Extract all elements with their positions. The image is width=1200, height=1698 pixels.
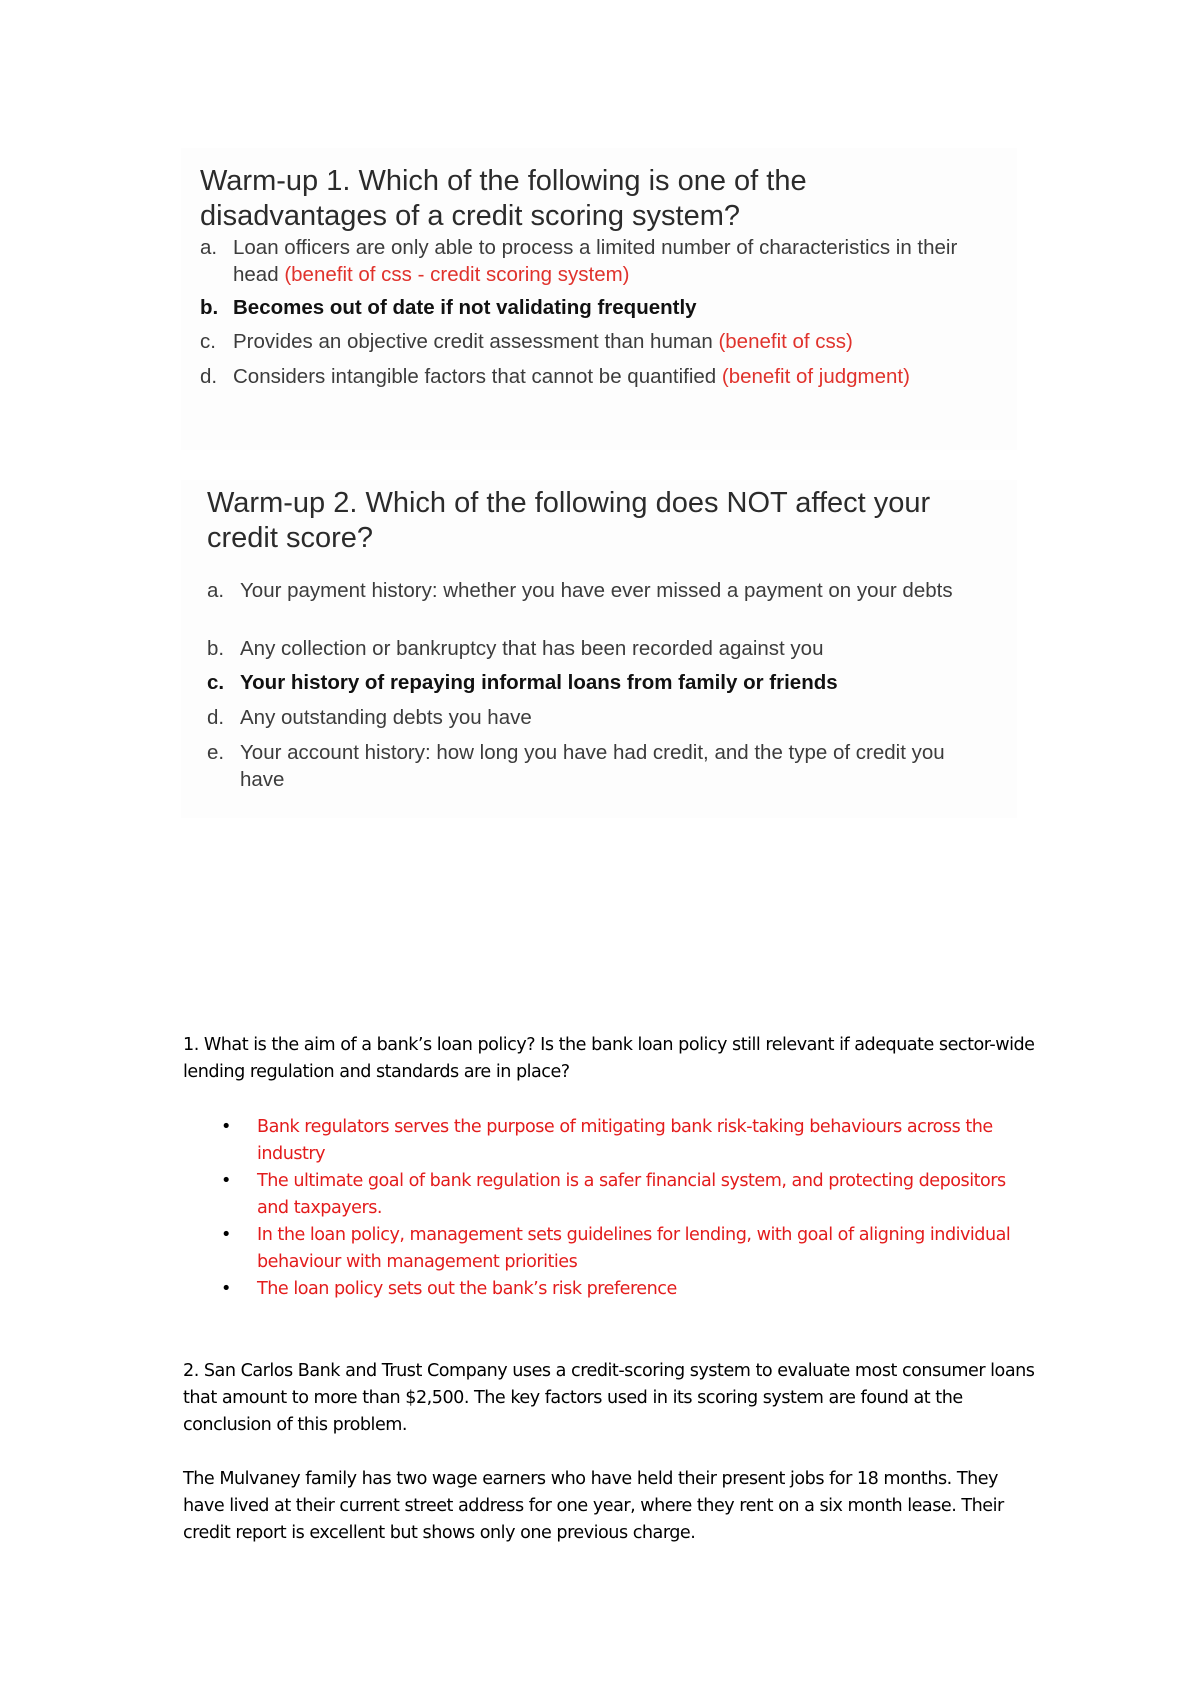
option-body: Loan officers are only able to process a limited number of characteristics in their head <box>233 236 958 286</box>
option-body: Considers intangible factors that cannot be quantified <box>233 365 717 388</box>
option-annotation: (benefit of css - credit scoring system) <box>284 263 630 286</box>
option-text: Your payment history: whether you have ever missed a payment on your debts <box>240 579 953 602</box>
option-letter: a. <box>207 579 225 602</box>
answer-item <box>183 1222 1023 1276</box>
option-letter: a. <box>200 236 218 259</box>
answer-text: Bank regulators serves the purpose of mitigating bank risk-taking behaviours across the industry <box>257 1117 993 1164</box>
option-letter: b. <box>207 637 225 660</box>
option-text <box>233 234 993 288</box>
option-text: Your history of repaying informal loans from family or friends <box>240 671 838 694</box>
answer-item <box>183 1114 1023 1168</box>
bullet-icon: • <box>221 1279 231 1299</box>
warmup-1-panel <box>181 148 1017 450</box>
option-text <box>233 363 993 390</box>
question-2-paragraph: The Mulvaney family has two wage earners who have held their present jobs for 18 months. They have lived at their current street address for one year, where they rent on a six month lease. Their credit report is excellent but shows only one previous charge. <box>183 1469 1004 1543</box>
warmup-2-title: Warm-up 2. Which of the following does NOT affect your credit score? <box>207 487 931 554</box>
option-letter: c. <box>207 671 225 694</box>
option-letter: d. <box>200 365 218 388</box>
answer-text: The loan policy sets out the bank’s risk preference <box>257 1279 677 1299</box>
option-text: Any collection or bankruptcy that has been recorded against you <box>240 637 824 660</box>
answer-item <box>183 1276 1023 1303</box>
option-letter: b. <box>200 296 219 319</box>
warmup-1-title: Warm-up 1. Which of the following is one of the disadvantages of a credit scoring system? <box>200 165 807 232</box>
warmup-2-panel <box>181 480 1017 818</box>
bullet-icon: • <box>221 1171 231 1191</box>
answer-text: In the loan policy, management sets guidelines for lending, with goal of aligning individual behaviour with management priorities <box>257 1225 1011 1272</box>
question-1-answers <box>183 1114 1023 1303</box>
option-text: Becomes out of date if not validating frequently <box>233 296 697 319</box>
answer-text: The ultimate goal of bank regulation is a safer financial system, and protecting depositors and taxpayers. <box>257 1171 1006 1218</box>
answer-item <box>183 1168 1023 1222</box>
option-annotation: (benefit of css) <box>718 330 853 353</box>
bullet-icon: • <box>221 1117 231 1137</box>
question-1-text: 1. What is the aim of a bank’s loan policy? Is the bank loan policy still relevant if adequate sector-wide lending regulation and standards are in place? <box>183 1035 1035 1082</box>
option-text: Your account history: how long you have had credit, and the type of credit you have <box>240 741 945 791</box>
option-letter: e. <box>207 741 225 764</box>
option-letter: c. <box>200 330 216 353</box>
option-letter: d. <box>207 706 225 729</box>
option-body: Provides an objective credit assessment than human <box>233 330 713 353</box>
option-text <box>233 328 993 355</box>
bullet-icon: • <box>221 1225 231 1245</box>
question-2-intro: 2. San Carlos Bank and Trust Company uses a credit-scoring system to evaluate most consumer loans that amount to more than $2,500. The key factors used in its scoring system are found at the conclusion of this problem. <box>183 1361 1035 1435</box>
option-text: Any outstanding debts you have <box>240 706 532 729</box>
option-annotation: (benefit of judgment) <box>721 365 910 388</box>
